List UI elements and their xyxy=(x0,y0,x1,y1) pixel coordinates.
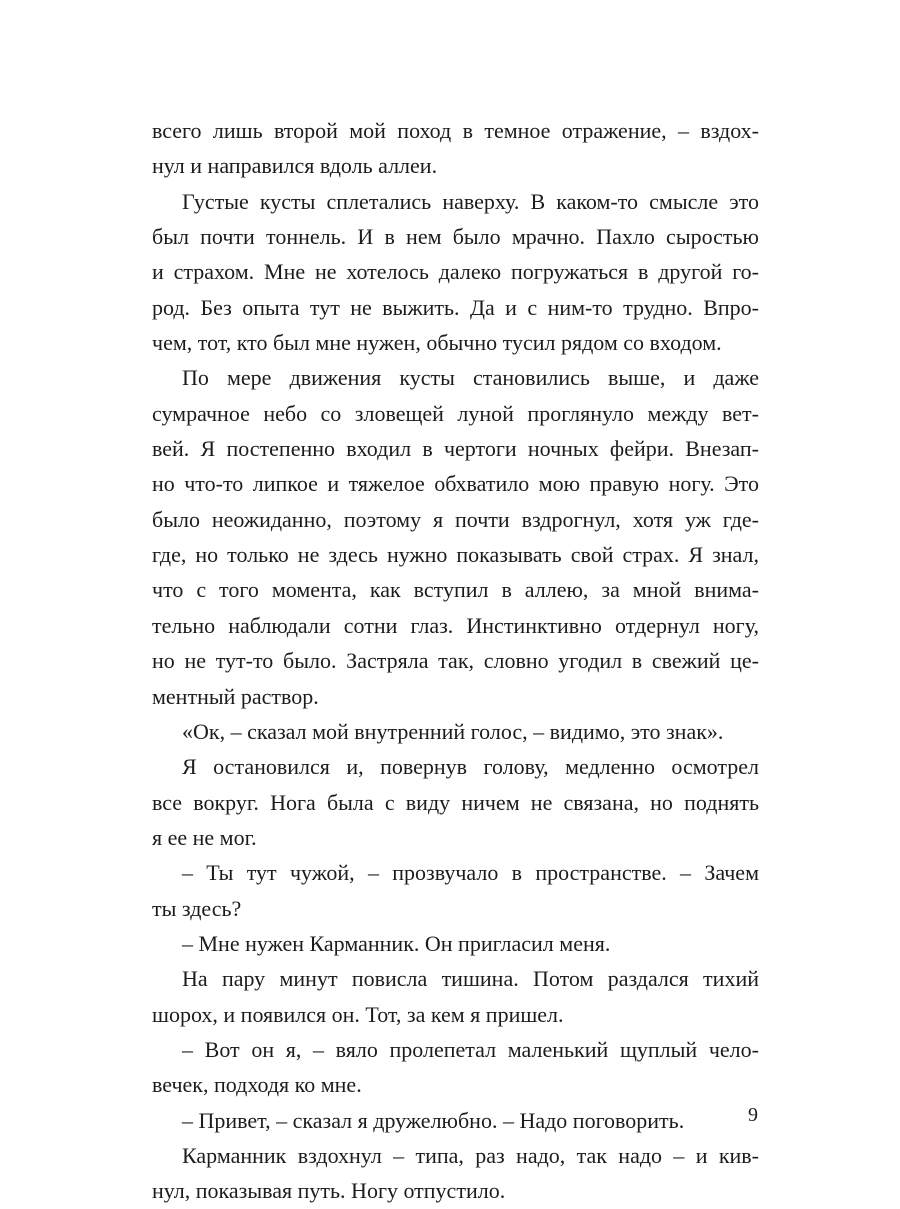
paragraph xyxy=(152,360,759,713)
paragraph xyxy=(152,714,759,749)
paragraph xyxy=(152,113,759,184)
text-line: было неожиданно, поэтому я почти вздрогнул, хотя уж где- xyxy=(152,506,759,532)
paragraph xyxy=(152,1032,759,1103)
text-line: и страхом. Мне не хотелось далеко погружаться в другой го- xyxy=(152,259,759,285)
text-line: «Ок, – сказал мой внутренний голос, – видимо, это знак». xyxy=(182,718,724,744)
page-number: 9 xyxy=(748,1104,758,1126)
text-line: ты здесь? xyxy=(152,895,242,921)
text-line: шорох, и появился он. Тот, за кем я пришел. xyxy=(152,1001,564,1027)
text-line: чем, тот, кто был мне нужен, обычно тусил рядом со входом. xyxy=(152,330,722,356)
text-line: тельно наблюдали сотни глаз. Инстинктивно отдернул ногу, xyxy=(152,612,759,638)
text-line: Я остановился и, повернув голову, медленно осмотрел xyxy=(182,754,759,780)
text-line: вечек, подходя ко мне. xyxy=(152,1072,362,1098)
body-text xyxy=(152,113,759,1209)
text-line: вей. Я постепенно входил в чертоги ночных фейри. Внезап- xyxy=(152,436,759,462)
text-line: ментный раствор. xyxy=(152,683,319,709)
paragraph xyxy=(152,184,759,361)
text-line: всего лишь второй мой поход в темное отражение, – вздох- xyxy=(152,118,759,143)
text-line: но что-то липкое и тяжелое обхватило мою правую ногу. Это xyxy=(152,471,759,497)
text-line: нул и направился вдоль аллеи. xyxy=(152,153,438,179)
text-line: был почти тоннель. И в нем было мрачно. Пахло сыростью xyxy=(152,224,759,250)
text-line: Густые кусты сплетались наверху. В каком-то смысле это xyxy=(182,188,759,214)
paragraph xyxy=(152,961,759,1032)
paragraph xyxy=(152,1103,759,1138)
paragraph xyxy=(152,749,759,855)
text-line: что с того момента, как вступил в аллею, за мной внима- xyxy=(152,577,759,603)
text-line: я ее не мог. xyxy=(152,824,257,850)
text-line: – Мне нужен Карманник. Он пригласил меня. xyxy=(182,930,611,956)
text-line: род. Без опыта тут не выжить. Да и с ним-то трудно. Впро- xyxy=(152,294,759,320)
text-line: нул, показывая путь. Ногу отпустило. xyxy=(152,1178,506,1204)
text-line: – Вот он я, – вяло пролепетал маленький щуплый чело- xyxy=(182,1036,759,1062)
text-line: На пару минут повисла тишина. Потом раздался тихий xyxy=(182,966,759,992)
text-line: где, но только не здесь нужно показывать свой страх. Я знал, xyxy=(152,542,759,568)
paragraph xyxy=(152,1138,759,1209)
text-line: По мере движения кусты становились выше, и даже xyxy=(182,365,759,391)
paragraph xyxy=(152,855,759,926)
text-line: все вокруг. Нога была с виду ничем не связана, но поднять xyxy=(152,789,759,815)
text-line: – Ты тут чужой, – прозвучало в пространстве. – Зачем xyxy=(182,860,759,886)
paragraph xyxy=(152,926,759,961)
text-line: сумрачное небо со зловещей луной проглянуло между вет- xyxy=(152,400,759,426)
text-line: но не тут-то было. Застряла так, словно угодил в свежий це- xyxy=(152,648,759,674)
text-line: Карманник вздохнул – типа, раз надо, так надо – и кив- xyxy=(182,1142,759,1168)
text-line: – Привет, – сказал я дружелюбно. – Надо поговорить. xyxy=(182,1107,685,1133)
